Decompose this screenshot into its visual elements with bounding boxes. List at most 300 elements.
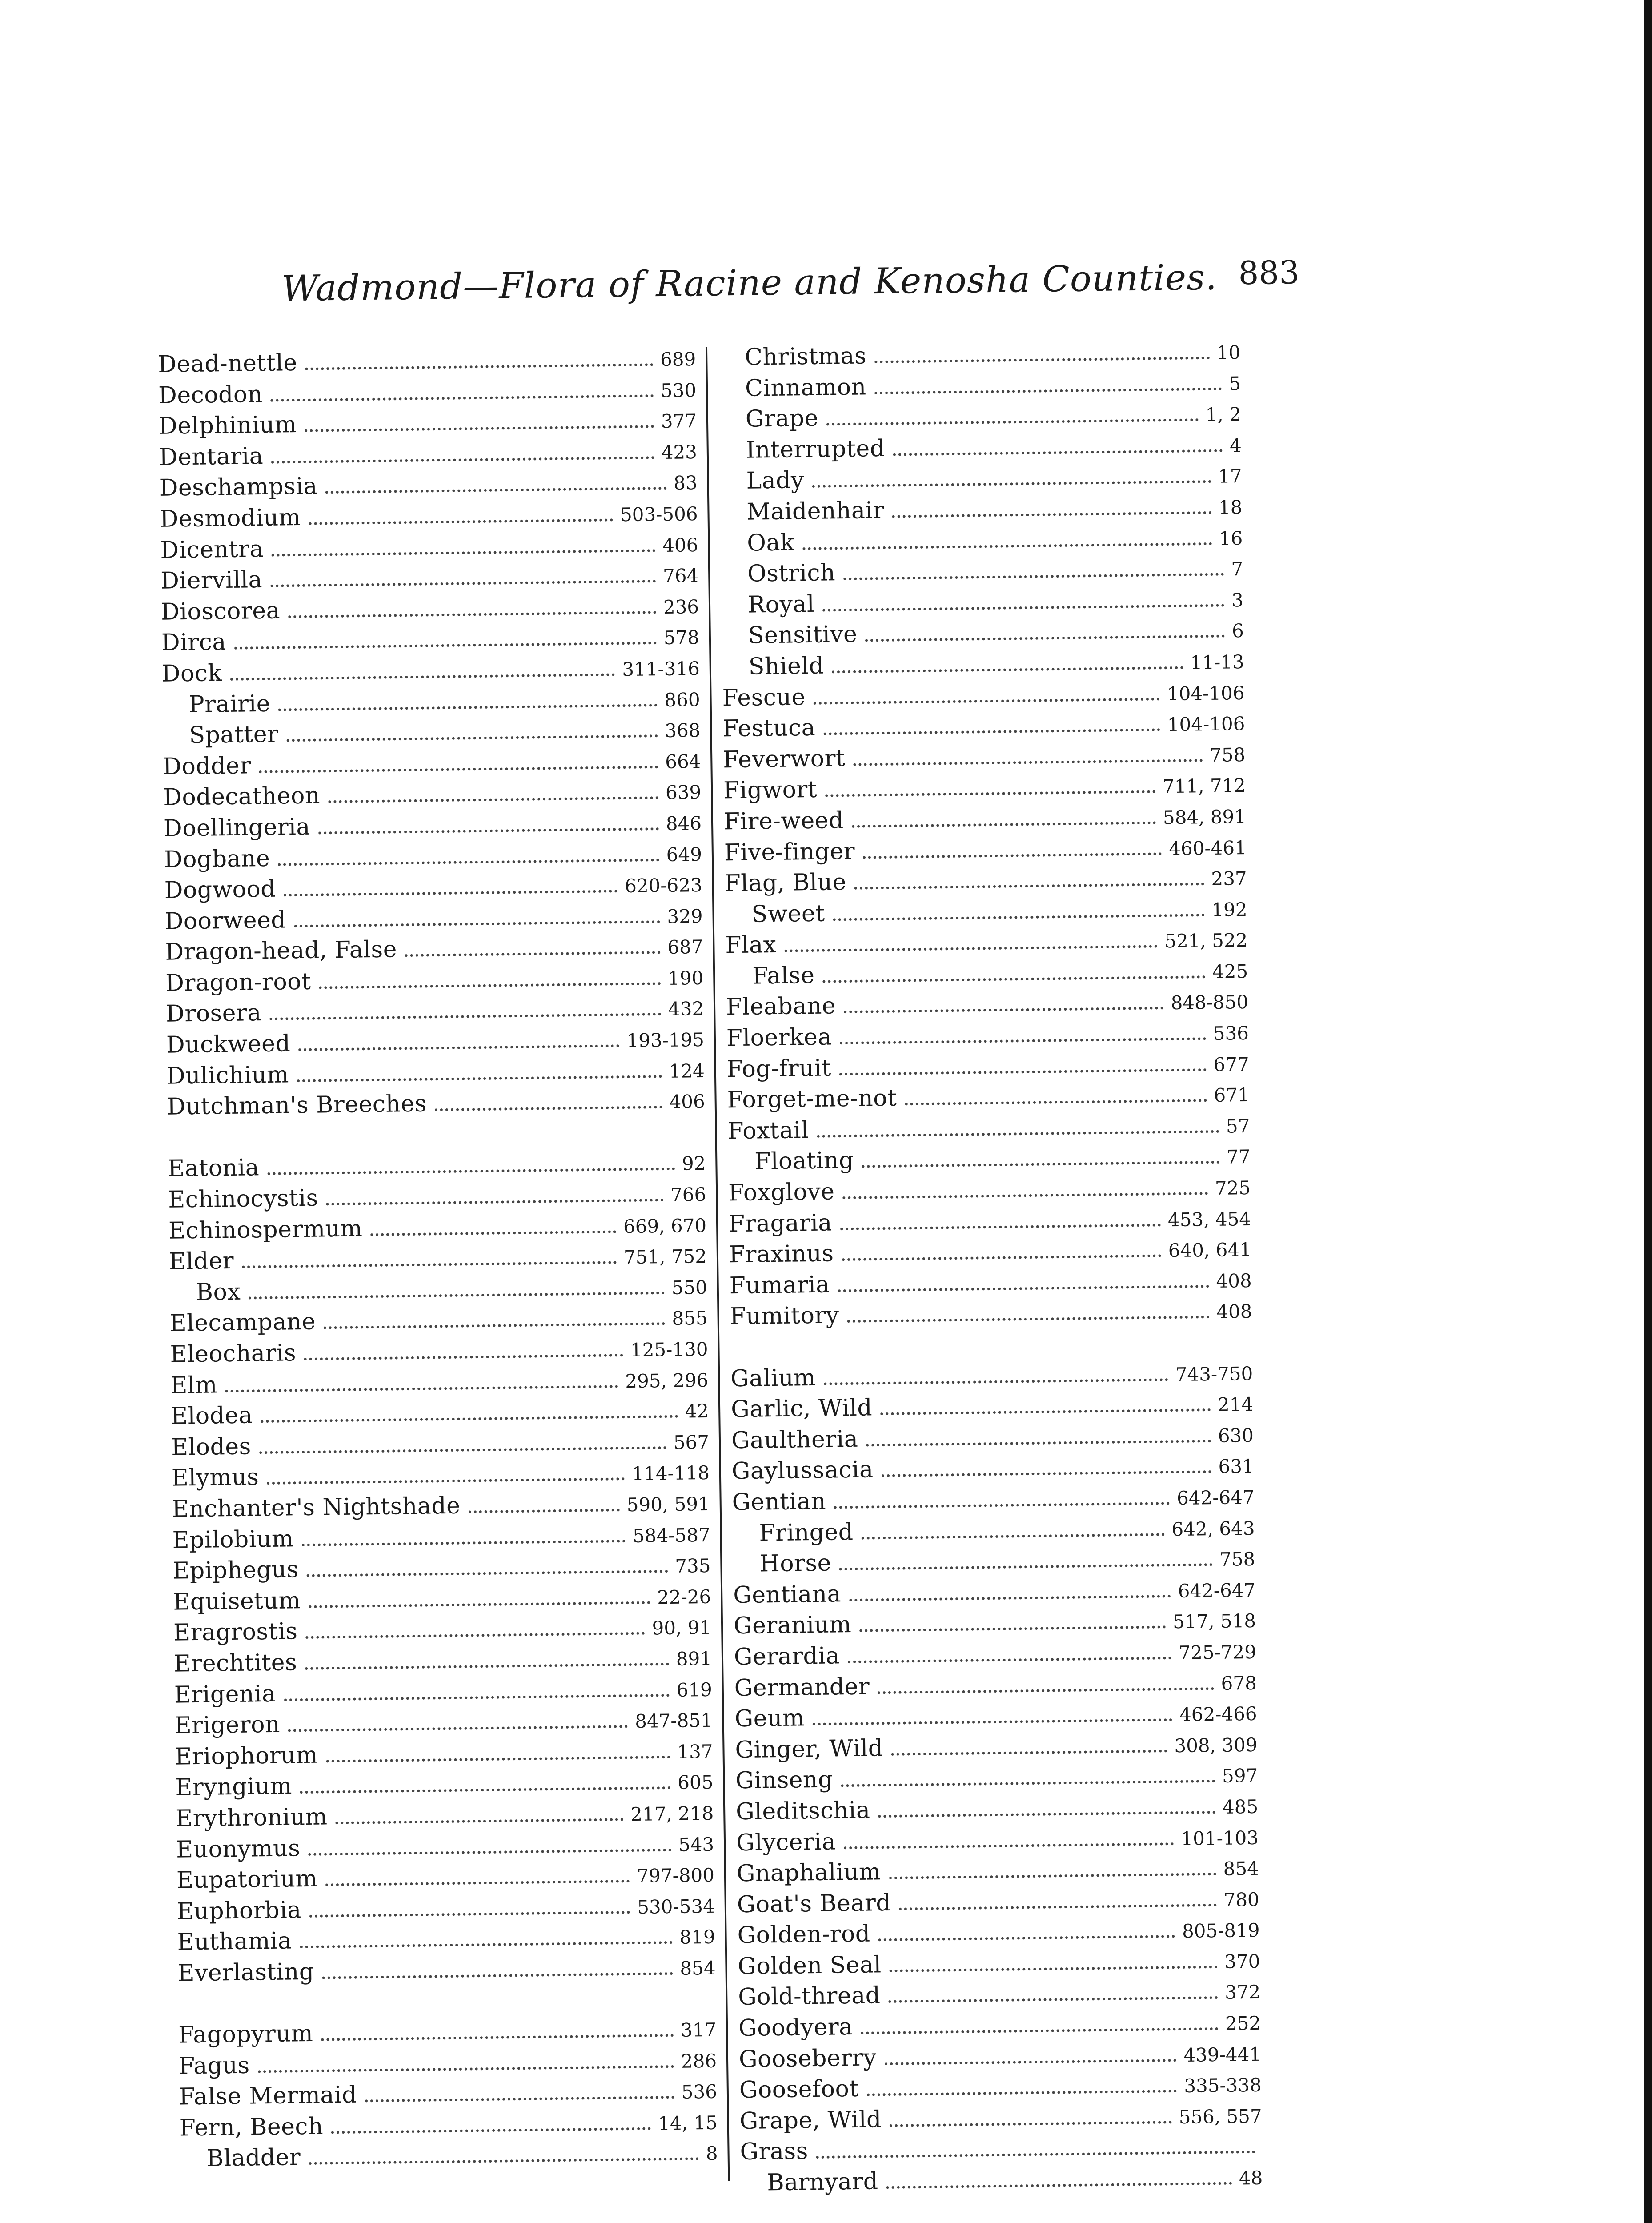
entry-pages: 664 <box>665 750 701 773</box>
index-entry <box>732 1481 1255 1518</box>
entry-pages: 797-800 <box>637 1864 715 1887</box>
entry-term: Feverwort <box>722 745 846 774</box>
dot-leader <box>321 2034 674 2041</box>
entry-term: Oak <box>746 529 795 557</box>
entry-term: Elecampane <box>169 1308 316 1337</box>
entry-term: Gold-thread <box>738 1982 881 2011</box>
entry-pages: 16 <box>1219 527 1243 550</box>
dot-leader <box>824 1378 1168 1385</box>
entry-pages: 439-441 <box>1183 2043 1262 2066</box>
entry-pages: 406 <box>669 1091 705 1113</box>
entry-term: Grape <box>745 405 819 433</box>
entry-pages: 725-729 <box>1179 1641 1257 1664</box>
entry-term: Dodder <box>163 752 251 780</box>
entry-term: Figwort <box>723 776 818 804</box>
dot-leader <box>271 456 654 464</box>
entry-term: Glyceria <box>736 1828 836 1856</box>
dot-leader <box>305 1663 669 1670</box>
dot-leader <box>305 425 654 432</box>
entry-pages: 77 <box>1226 1146 1251 1168</box>
dot-leader <box>331 2127 651 2134</box>
entry-term: Floating <box>754 1147 854 1176</box>
entry-term: Fagus <box>178 2052 250 2080</box>
dot-leader <box>874 357 1210 363</box>
dot-leader <box>839 1563 1212 1570</box>
entry-pages: 42 <box>685 1400 709 1422</box>
entry-pages: 642, 643 <box>1171 1517 1255 1540</box>
entry-pages: 605 <box>677 1771 714 1794</box>
entry-pages: 7 <box>1231 558 1243 580</box>
page-number: 883 <box>1238 253 1300 292</box>
entry-term: Decodon <box>158 381 263 409</box>
dot-leader <box>865 635 1225 642</box>
entry-term: Ginger, Wild <box>735 1734 883 1763</box>
dot-leader <box>258 2065 674 2073</box>
index-entry <box>170 1364 709 1401</box>
dot-leader <box>309 2158 699 2165</box>
entry-term: Bladder <box>206 2144 301 2172</box>
dot-leader <box>878 1811 1216 1818</box>
entry-term: Equisetum <box>172 1587 301 1616</box>
entry-term: Gentiana <box>733 1581 842 1609</box>
entry-term: Eriophorum <box>175 1741 318 1770</box>
entry-pages: 536 <box>1213 1022 1249 1045</box>
dot-leader <box>867 2090 1177 2096</box>
dot-leader <box>405 951 660 957</box>
index-entry <box>176 1859 715 1896</box>
entry-pages: 725 <box>1215 1176 1251 1199</box>
dot-leader <box>892 511 1211 518</box>
dot-leader <box>825 790 1155 797</box>
dot-leader <box>822 604 1224 611</box>
entry-pages: 578 <box>663 626 700 649</box>
dot-leader <box>890 1966 1218 1972</box>
entry-pages: 711, 712 <box>1162 774 1246 798</box>
dot-leader <box>812 480 1211 488</box>
entry-pages: 377 <box>661 410 697 433</box>
entry-pages: 408 <box>1216 1300 1252 1323</box>
dot-leader <box>267 1168 675 1175</box>
index-entry <box>725 924 1248 961</box>
dot-leader <box>278 859 659 866</box>
entry-term: Garlic, Wild <box>730 1394 873 1423</box>
entry-pages: 104-106 <box>1167 713 1245 736</box>
entry-term: Dogwood <box>164 875 276 904</box>
dot-leader <box>785 945 1158 952</box>
dot-leader <box>842 1255 1161 1261</box>
entry-pages: 848-850 <box>1171 991 1249 1014</box>
entry-pages: 295, 296 <box>625 1369 709 1392</box>
entry-pages: 751, 752 <box>623 1245 707 1268</box>
dot-leader <box>889 1996 1218 2003</box>
dot-leader <box>271 394 654 402</box>
entry-term: Dioscorea <box>160 597 281 626</box>
index-column-right <box>718 336 1263 2199</box>
dot-leader <box>832 666 1183 674</box>
entry-term: Desmodium <box>160 504 301 533</box>
entry-term: Dentaria <box>159 442 264 471</box>
index-entry <box>734 1697 1257 1735</box>
entry-pages: 462-466 <box>1179 1702 1257 1726</box>
entry-pages: 671 <box>1214 1084 1250 1107</box>
dot-leader <box>874 387 1222 394</box>
entry-term: Horse <box>759 1549 832 1577</box>
entry-term: Fire-weed <box>723 807 844 835</box>
dot-leader <box>309 1911 630 1918</box>
entry-term: Gerardia <box>734 1642 840 1671</box>
entry-pages: 677 <box>1213 1053 1250 1075</box>
entry-term: Galium <box>730 1364 816 1392</box>
dot-leader <box>370 1230 616 1236</box>
dot-leader <box>885 2059 1177 2065</box>
entry-term: Floerkea <box>726 1023 832 1052</box>
entry-term: Erythronium <box>175 1803 328 1832</box>
dot-leader <box>261 1415 678 1423</box>
entry-pages: 517, 518 <box>1172 1610 1256 1633</box>
dot-leader <box>905 1099 1207 1105</box>
entry-pages: 780 <box>1223 1888 1260 1911</box>
entry-pages: 689 <box>660 348 696 371</box>
dot-leader <box>823 728 1160 735</box>
index-entry <box>737 1914 1260 1951</box>
index-entry <box>176 1797 714 1834</box>
entry-pages: 104-106 <box>1167 682 1245 705</box>
dot-leader <box>324 1322 665 1329</box>
entry-term: Elymus <box>171 1464 259 1492</box>
dot-leader <box>866 1440 1211 1446</box>
entry-pages: 649 <box>666 843 702 866</box>
entry-term: Dogbane <box>164 845 270 873</box>
entry-term: Cinnamon <box>745 373 866 402</box>
entry-pages: 854 <box>680 1957 716 1979</box>
entry-term: False <box>752 962 815 990</box>
entry-term: Duckweed <box>166 1030 291 1059</box>
entry-term: Germander <box>734 1673 870 1701</box>
entry-term: Euthamia <box>177 1927 292 1956</box>
entry-pages: 370 <box>1224 1950 1260 1973</box>
entry-term: Elm <box>170 1371 218 1399</box>
entry-pages: 530 <box>660 379 697 401</box>
entry-term: Elodea <box>170 1402 253 1430</box>
index-entry <box>174 1704 713 1741</box>
dot-leader <box>843 573 1224 580</box>
dot-leader <box>259 766 658 773</box>
entry-pages: 137 <box>677 1740 713 1763</box>
entry-pages: 855 <box>672 1307 708 1330</box>
dot-leader <box>249 1292 664 1299</box>
dot-leader <box>225 1385 618 1392</box>
index-entry <box>726 986 1249 1023</box>
index-entry <box>168 1209 707 1247</box>
entry-term: Goat's Beard <box>737 1889 891 1918</box>
dot-leader <box>854 883 1204 890</box>
entry-pages: 311-316 <box>622 657 700 681</box>
entry-term: Gnaphalium <box>736 1858 882 1887</box>
entry-term: False Mermaid <box>179 2081 357 2111</box>
entry-pages: 236 <box>663 595 699 618</box>
dot-leader <box>304 1354 623 1360</box>
entry-term: Foxglove <box>728 1178 835 1207</box>
index-entry <box>736 1821 1259 1858</box>
entry-term: Fog-fruit <box>726 1055 832 1083</box>
entry-pages: 543 <box>678 1833 714 1856</box>
dot-leader <box>817 1130 1219 1138</box>
entry-term: Gooseberry <box>738 2044 877 2073</box>
index-entry <box>723 769 1246 807</box>
entry-term: Fraxinus <box>729 1240 834 1268</box>
entry-term: Barnyard <box>767 2168 878 2196</box>
entry-term: Sweet <box>751 900 825 928</box>
entry-term: Gaultheria <box>731 1425 858 1454</box>
dot-leader <box>365 2096 674 2103</box>
entry-term: Fumitory <box>730 1302 839 1330</box>
entry-pages: 193-195 <box>626 1029 705 1052</box>
dot-leader <box>861 2027 1218 2034</box>
entry-pages: 308, 309 <box>1174 1733 1258 1757</box>
entry-term: Dirca <box>161 629 227 657</box>
entry-pages: 503-506 <box>620 503 698 526</box>
entry-term: Erigenia <box>174 1680 276 1709</box>
entry-pages: 819 <box>679 1926 715 1949</box>
dot-leader <box>302 1540 626 1546</box>
index-entry <box>176 1890 715 1927</box>
entry-term: Elder <box>168 1248 234 1275</box>
entry-term: Forget-me-not <box>727 1084 897 1114</box>
index-entry <box>734 1605 1256 1642</box>
dot-leader <box>322 1972 673 1979</box>
entry-pages: 14, 15 <box>658 2111 718 2135</box>
entry-term: Geum <box>734 1705 805 1733</box>
dot-leader <box>242 1261 617 1268</box>
entry-pages: 286 <box>681 2050 717 2072</box>
dot-leader <box>288 1725 628 1732</box>
entry-term: Eragrostis <box>173 1618 298 1646</box>
dot-leader <box>844 1842 1174 1849</box>
dot-leader <box>841 1780 1215 1787</box>
entry-term: Sensitive <box>748 621 858 650</box>
entry-term: Maidenhair <box>746 497 885 526</box>
dot-leader <box>326 1199 663 1205</box>
dot-leader <box>267 1478 625 1485</box>
scan-edge <box>1644 0 1652 2223</box>
entry-term: Deschampsia <box>159 473 318 502</box>
entry-term: Gleditschia <box>735 1797 870 1826</box>
dot-leader <box>899 1904 1216 1910</box>
dot-leader <box>839 1068 1207 1075</box>
entry-term: Geranium <box>733 1611 852 1640</box>
entry-pages: 846 <box>666 812 702 835</box>
entry-term: Gentian <box>732 1488 826 1516</box>
entry-pages: 860 <box>664 688 700 711</box>
index-entry <box>722 677 1245 714</box>
entry-term: Dicentra <box>160 535 264 564</box>
entry-term: Dragon-root <box>165 968 311 997</box>
entry-pages: 124 <box>669 1059 705 1082</box>
index-entry <box>160 498 698 535</box>
entry-term: Fleabane <box>726 992 836 1021</box>
entry-pages: 687 <box>667 936 703 959</box>
dot-leader <box>305 363 654 370</box>
entry-term: Euphorbia <box>176 1896 302 1925</box>
entry-pages: 6 <box>1231 620 1244 642</box>
entry-term: Flax <box>725 931 777 959</box>
entry-term: Everlasting <box>177 1958 314 1987</box>
dot-leader <box>234 642 657 650</box>
dot-leader <box>325 1880 630 1886</box>
entry-pages: 639 <box>665 781 702 804</box>
entry-pages: 48 <box>1239 2167 1263 2189</box>
entry-pages: 640, 641 <box>1168 1239 1252 1262</box>
entry-pages: 372 <box>1224 1981 1261 2004</box>
entry-pages: 630 <box>1218 1424 1254 1447</box>
entry-pages: 556, 557 <box>1179 2105 1262 2128</box>
dot-leader <box>863 852 1162 859</box>
entry-pages: 92 <box>682 1152 706 1175</box>
entry-pages: 631 <box>1218 1455 1255 1478</box>
dot-leader <box>889 1873 1216 1879</box>
entry-pages: 678 <box>1221 1672 1257 1694</box>
index-subentry <box>740 2162 1263 2199</box>
entry-pages: 764 <box>662 565 699 587</box>
entry-pages: 317 <box>680 2018 717 2041</box>
entry-term: Drosera <box>165 999 262 1028</box>
entry-term: Dock <box>161 660 222 687</box>
entry-term: Epilobium <box>172 1525 294 1554</box>
dot-leader <box>854 759 1203 766</box>
entry-pages: 17 <box>1218 465 1242 488</box>
dot-leader <box>270 580 656 587</box>
index-entry <box>730 1357 1253 1395</box>
entry-pages: 192 <box>1211 898 1247 921</box>
entry-term: Diervilla <box>160 566 263 594</box>
entry-pages: 217, 218 <box>630 1802 714 1826</box>
entry-term: Fern, Beech <box>179 2113 324 2142</box>
index-subentry <box>732 1512 1255 1549</box>
entry-term: Eleocharis <box>170 1340 297 1368</box>
dot-leader <box>300 1786 670 1794</box>
entry-pages: 550 <box>671 1276 708 1299</box>
dot-leader <box>328 796 658 803</box>
index-entry <box>733 1574 1256 1611</box>
dot-leader <box>826 418 1199 425</box>
dot-leader <box>230 673 615 681</box>
entry-pages: 620-623 <box>624 874 703 897</box>
entry-term: Box <box>196 1278 241 1306</box>
running-title: Wadmond—Flora of Racine and Kenosha Counties. <box>281 256 1218 309</box>
entry-term: Spatter <box>189 721 279 749</box>
page-header <box>281 251 1300 321</box>
entry-term: Doellingeria <box>163 813 311 842</box>
dot-leader <box>298 1044 619 1051</box>
dot-leader <box>862 1533 1165 1539</box>
entry-pages: 758 <box>1209 743 1246 766</box>
index-entry <box>172 1488 710 1525</box>
entry-term: Echinospermum <box>168 1215 363 1244</box>
entry-term: Delphinium <box>158 411 297 440</box>
dot-leader <box>305 1632 645 1639</box>
entry-pages: 567 <box>673 1431 710 1453</box>
entry-pages: 758 <box>1219 1548 1255 1571</box>
dot-leader <box>834 1502 1170 1509</box>
dot-leader <box>843 1192 1208 1199</box>
index-entry <box>739 2038 1262 2075</box>
index-entry <box>169 1240 707 1277</box>
entry-pages: 252 <box>1225 2012 1261 2034</box>
dot-leader <box>300 1941 673 1948</box>
dot-leader <box>844 1007 1163 1014</box>
dot-leader <box>859 1626 1166 1632</box>
index-entry <box>172 1518 710 1556</box>
index-entry <box>170 1333 708 1370</box>
dot-leader <box>813 1718 1172 1725</box>
dot-leader <box>838 1285 1209 1292</box>
entry-pages: 805-819 <box>1182 1919 1260 1942</box>
entry-term: Goodyera <box>738 2014 853 2042</box>
entry-pages: 90, 91 <box>652 1617 712 1639</box>
dot-leader <box>840 1037 1206 1044</box>
dot-leader <box>308 1848 671 1855</box>
entry-term: Lady <box>746 467 805 495</box>
entry-term: Shield <box>748 652 824 680</box>
entry-term: Prairie <box>188 690 271 718</box>
entry-term: Dead-nettle <box>157 349 297 378</box>
entry-pages: 114-118 <box>632 1462 710 1485</box>
entry-pages: 521, 522 <box>1164 929 1248 952</box>
entry-pages: 335-338 <box>1183 2074 1262 2097</box>
entry-pages: 57 <box>1226 1115 1250 1137</box>
dot-leader <box>840 1224 1161 1230</box>
dot-leader <box>878 1935 1175 1941</box>
index-page <box>157 251 1324 2223</box>
dot-leader <box>278 704 658 711</box>
dot-leader <box>309 1601 650 1608</box>
entry-term: Enchanter's Nightshade <box>172 1492 461 1523</box>
dot-leader <box>890 2121 1172 2127</box>
entry-pages: 766 <box>670 1183 706 1206</box>
entry-term: Echinocystis <box>168 1184 319 1213</box>
entry-pages: 101-103 <box>1181 1826 1259 1850</box>
entry-term: Grape, Wild <box>739 2106 882 2135</box>
index-entry <box>164 869 702 906</box>
dot-leader <box>852 821 1156 827</box>
dot-leader <box>287 734 658 742</box>
entry-term: Festuca <box>722 714 816 742</box>
index-entry <box>735 1729 1258 1766</box>
entry-term: Five-finger <box>724 838 855 866</box>
dot-leader <box>435 1106 662 1111</box>
entry-pages: 406 <box>662 534 698 556</box>
entry-pages: 423 <box>661 441 698 463</box>
entry-term: Eryngium <box>175 1773 293 1801</box>
entry-pages: 214 <box>1217 1393 1254 1416</box>
dot-leader <box>269 1013 661 1021</box>
dot-leader <box>272 549 655 557</box>
entry-term: Royal <box>747 590 815 618</box>
dot-leader <box>849 1595 1171 1601</box>
entry-term: Golden Seal <box>738 1951 882 1980</box>
entry-term: Erigeron <box>174 1711 281 1739</box>
index-entry <box>729 1233 1251 1271</box>
index-entry <box>724 831 1247 869</box>
entry-pages: 735 <box>674 1555 711 1577</box>
entry-pages: 18 <box>1218 496 1243 518</box>
entry-pages: 669, 670 <box>623 1214 707 1237</box>
entry-term: Dulichium <box>166 1061 289 1090</box>
entry-term: Eatonia <box>168 1154 260 1183</box>
index-entry <box>729 1203 1251 1240</box>
dot-leader <box>816 2151 1255 2159</box>
entry-pages: 743-750 <box>1175 1362 1253 1385</box>
